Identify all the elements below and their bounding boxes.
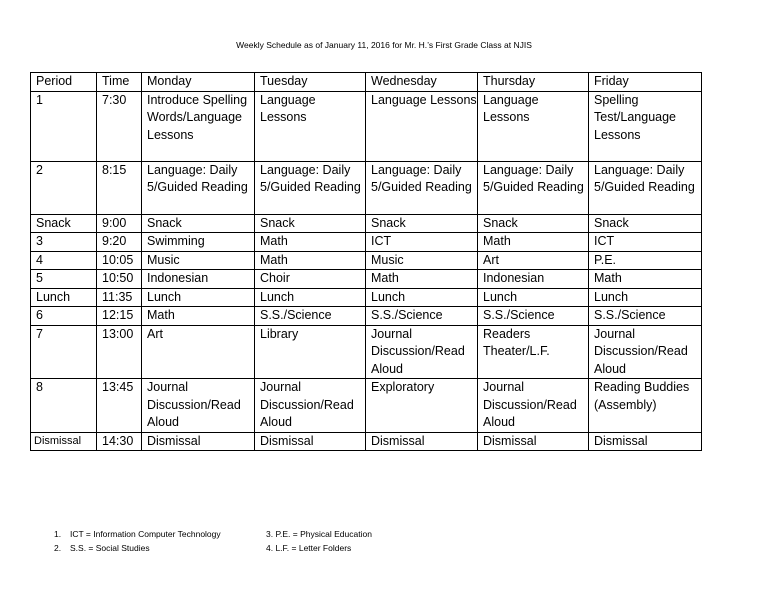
activity-cell: ICT (366, 233, 478, 252)
activity-cell: Math (255, 233, 366, 252)
activity-cell: P.E. (589, 251, 702, 270)
activity-cell: Dismissal (255, 432, 366, 451)
column-header: Friday (589, 73, 702, 92)
activity-cell: Dismissal (478, 432, 589, 451)
time-cell: 13:45 (97, 379, 142, 433)
activity-cell: Language: Daily 5/Guided Reading (142, 161, 255, 214)
period-cell: 8 (31, 379, 97, 433)
activity-cell: Math (255, 251, 366, 270)
footnotes-left (54, 528, 221, 555)
activity-cell: Readers Theater/L.F. (478, 325, 589, 379)
activity-cell: Music (142, 251, 255, 270)
activity-cell: Language: Daily 5/Guided Reading (478, 161, 589, 214)
activity-cell: Math (589, 270, 702, 289)
activity-cell: Art (142, 325, 255, 379)
time-cell: 9:20 (97, 233, 142, 252)
activity-cell: Music (366, 251, 478, 270)
activity-cell: Language: Daily 5/Guided Reading (366, 161, 478, 214)
column-header: Period (31, 73, 97, 92)
time-cell: 11:35 (97, 288, 142, 307)
column-header: Monday (142, 73, 255, 92)
table-row (31, 379, 702, 433)
time-cell: 13:00 (97, 325, 142, 379)
time-cell: 8:15 (97, 161, 142, 214)
footnote: 3. P.E. = Physical Education (266, 529, 372, 539)
table-row (31, 91, 702, 161)
activity-cell: S.S./Science (366, 307, 478, 326)
document-title: Weekly Schedule as of January 11, 2016 for Mr. H.’s First Grade Class at NJIS (236, 40, 532, 50)
column-header: Time (97, 73, 142, 92)
footnotes-right (266, 528, 372, 555)
activity-cell: Lunch (589, 288, 702, 307)
activity-cell: Snack (589, 214, 702, 233)
activity-cell: Journal Discussion/Read Aloud (478, 379, 589, 433)
activity-cell: Reading Buddies (Assembly) (589, 379, 702, 433)
footnote: 1. ICT = Information Computer Technology (54, 529, 221, 539)
column-header: Tuesday (255, 73, 366, 92)
activity-cell: Dismissal (142, 432, 255, 451)
column-header: Wednesday (366, 73, 478, 92)
period-cell: 1 (31, 91, 97, 161)
activity-cell: Exploratory (366, 379, 478, 433)
period-cell: Lunch (31, 288, 97, 307)
table-row (31, 307, 702, 326)
schedule-table (30, 72, 702, 451)
table-row (31, 270, 702, 289)
activity-cell: Math (142, 307, 255, 326)
activity-cell: S.S./Science (589, 307, 702, 326)
table-row (31, 233, 702, 252)
time-cell: 10:05 (97, 251, 142, 270)
activity-cell: ICT (589, 233, 702, 252)
activity-cell: S.S./Science (255, 307, 366, 326)
activity-cell: Choir (255, 270, 366, 289)
activity-cell: Math (366, 270, 478, 289)
activity-cell: Math (478, 233, 589, 252)
time-cell: 12:15 (97, 307, 142, 326)
activity-cell: Journal Discussion/Read Aloud (366, 325, 478, 379)
activity-cell: Language: Daily 5/Guided Reading (589, 161, 702, 214)
header-row (31, 73, 702, 92)
activity-cell: Library (255, 325, 366, 379)
period-cell: Dismissal (31, 432, 97, 451)
time-cell: 9:00 (97, 214, 142, 233)
table-row (31, 161, 702, 214)
activity-cell: Journal Discussion/Read Aloud (589, 325, 702, 379)
time-cell: 7:30 (97, 91, 142, 161)
table-row (31, 432, 702, 451)
time-cell: 14:30 (97, 432, 142, 451)
activity-cell: Language Lessons (366, 91, 478, 161)
table-row (31, 288, 702, 307)
period-cell: 6 (31, 307, 97, 326)
activity-cell: Snack (142, 214, 255, 233)
period-cell: 4 (31, 251, 97, 270)
table-row (31, 325, 702, 379)
table-row (31, 251, 702, 270)
footnote: 2. S.S. = Social Studies (54, 542, 150, 553)
activity-cell: Art (478, 251, 589, 270)
activity-cell: Journal Discussion/Read Aloud (142, 379, 255, 433)
activity-cell: Indonesian (142, 270, 255, 289)
activity-cell: Lunch (142, 288, 255, 307)
activity-cell: Lunch (255, 288, 366, 307)
time-cell: 10:50 (97, 270, 142, 289)
activity-cell: Indonesian (478, 270, 589, 289)
period-cell: Snack (31, 214, 97, 233)
activity-cell: Dismissal (366, 432, 478, 451)
activity-cell: Snack (255, 214, 366, 233)
period-cell: 5 (31, 270, 97, 289)
activity-cell: Language Lessons (255, 91, 366, 161)
activity-cell: Snack (478, 214, 589, 233)
activity-cell: Dismissal (589, 432, 702, 451)
activity-cell: Lunch (478, 288, 589, 307)
table-row (31, 214, 702, 233)
activity-cell: Spelling Test/Language Lessons (589, 91, 702, 161)
activity-cell: S.S./Science (478, 307, 589, 326)
period-cell: 2 (31, 161, 97, 214)
activity-cell: Swimming (142, 233, 255, 252)
activity-cell: Journal Discussion/Read Aloud (255, 379, 366, 433)
activity-cell: Language Lessons (478, 91, 589, 161)
activity-cell: Language: Daily 5/Guided Reading (255, 161, 366, 214)
activity-cell: Introduce Spelling Words/Language Lessons (142, 91, 255, 161)
period-cell: 7 (31, 325, 97, 379)
activity-cell: Lunch (366, 288, 478, 307)
footnote: 4. L.F. = Letter Folders (266, 542, 352, 553)
column-header: Thursday (478, 73, 589, 92)
period-cell: 3 (31, 233, 97, 252)
activity-cell: Snack (366, 214, 478, 233)
